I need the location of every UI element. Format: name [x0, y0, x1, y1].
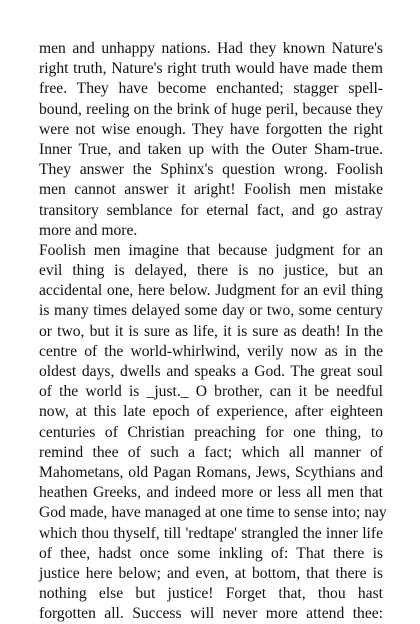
text-line: accidental one, here below. Judgment for an evil thing [39, 282, 383, 300]
text-line: Mahometans, old Pagan Romans, Jews, Scythians and [39, 463, 383, 481]
text-line: forgotten all. Success will never more attend thee: [39, 605, 383, 623]
text-line: remind thee of such a fact; which all manner of [39, 443, 383, 461]
text-line: or two, but it is sure as life, it is sure as death! In the [39, 322, 383, 340]
text-line: oldest days, dwells and speaks a God. The great soul [39, 363, 383, 380]
text-line: men cannot answer it aright! Foolish men mistake [39, 181, 383, 199]
text-line: Foolish men imagine that because judgment for an [39, 241, 383, 259]
text-line: nothing else but justice! Forget that, thou hast [39, 585, 383, 603]
text-line: centuries of Christian preaching for one thing, to [39, 423, 383, 441]
text-line: free. They have become enchanted; stagger spell- [39, 80, 383, 98]
text-line: transitory semblance for eternal fact, and go astray [39, 201, 383, 219]
text-line: justice here below; and even, at bottom, that there is [39, 564, 383, 582]
text-line: of thee, hadst once some inkling of: That there is [39, 544, 383, 562]
text-line: of the world is _just._ O brother, can it be needful [39, 383, 383, 401]
text-line: which thou thyself, till 'redtape' strangled the inner life [39, 524, 383, 542]
text-line: is many times delayed some day or two, some century [39, 302, 383, 320]
text-line: were not wise enough. They have forgotten the right [39, 120, 383, 138]
text-line: right truth, Nature's right truth would have made them [39, 60, 383, 78]
document-page [39, 39, 387, 624]
text-line: Inner True, and taken up with the Outer Sham-true. [39, 140, 383, 158]
paragraph-2 [39, 241, 387, 624]
text-line: now, at this late epoch of experience, after eighteen [39, 403, 383, 421]
text-line: more and more. [39, 221, 138, 239]
text-line: evil thing is delayed, there is no justice, but an [39, 262, 383, 280]
text-line: heathen Greeks, and indeed more or less all men that [39, 484, 383, 502]
text-line: They answer the Sphinx's question wrong. Foolish [39, 161, 383, 179]
paragraph-1 [39, 39, 383, 241]
text-line: men and unhappy nations. Had they known Nature's [39, 40, 383, 57]
text-line: bound, reeling on the brink of huge peril, because they [39, 100, 383, 118]
text-line: God made, have managed at one time to sense into; nay [39, 504, 387, 522]
text-line: centre of the world-whirlwind, verily now as in the [39, 342, 383, 360]
